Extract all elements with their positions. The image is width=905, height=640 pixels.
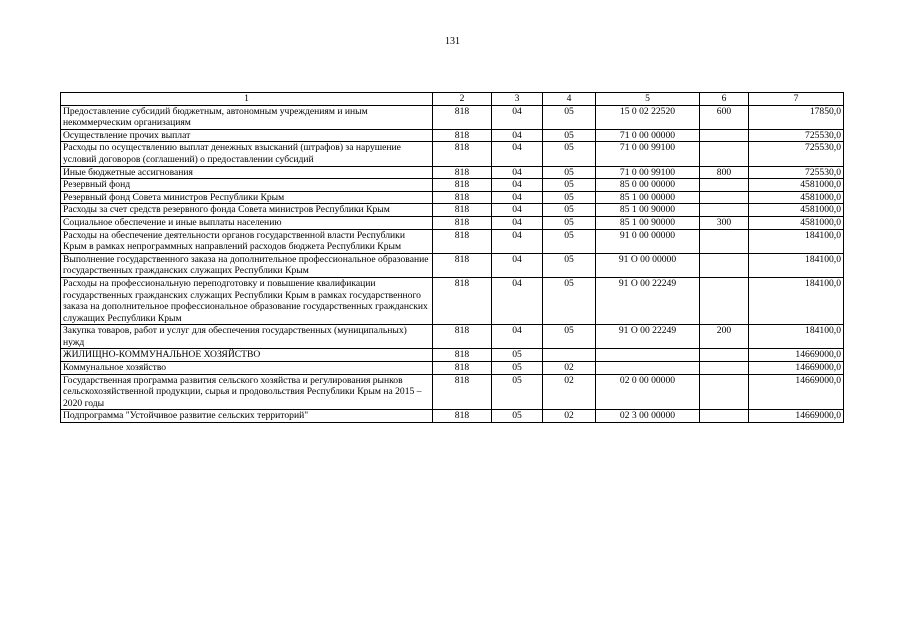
header-col-5: 5 xyxy=(596,93,700,106)
row-expense-type: 800 xyxy=(700,166,749,179)
row-target-article xyxy=(596,362,700,375)
row-amount: 725530,0 xyxy=(749,129,844,142)
row-ved-code: 818 xyxy=(433,216,492,229)
row-amount: 725530,0 xyxy=(749,166,844,179)
row-expense-type xyxy=(700,191,749,204)
row-expense-type: 600 xyxy=(700,105,749,129)
row-amount: 4581000,0 xyxy=(749,204,844,217)
row-expense-type xyxy=(700,410,749,423)
header-col-2: 2 xyxy=(433,93,492,106)
header-col-3: 3 xyxy=(492,93,543,106)
page-number: 131 xyxy=(445,36,460,47)
row-ved-code: 818 xyxy=(433,362,492,375)
row-target-article: 91 0 00 00000 xyxy=(596,229,700,253)
row-target-article: 71 0 00 00000 xyxy=(596,129,700,142)
row-target-article xyxy=(596,349,700,362)
row-subsection-code: 05 xyxy=(543,129,596,142)
table-row xyxy=(61,105,844,129)
row-target-article: 91 О 00 22249 xyxy=(596,325,700,349)
row-subsection-code: 05 xyxy=(543,216,596,229)
row-expense-type xyxy=(700,277,749,324)
row-subsection-code: 02 xyxy=(543,374,596,410)
row-name: Расходы на профессиональную переподготовку и повышение квалификации государственных гражданских служащих Республики Крым в рамках государственного заказа на дополнительное профессиональное образование государственных гражданских служащих Республики Крым xyxy=(61,277,433,324)
table-row xyxy=(61,129,844,142)
row-ved-code: 818 xyxy=(433,105,492,129)
header-col-4: 4 xyxy=(543,93,596,106)
table-row xyxy=(61,142,844,166)
row-expense-type xyxy=(700,142,749,166)
row-name: Расходы по осуществлению выплат денежных взысканий (штрафов) за нарушение условий договоров (соглашений) о предоставлении субсидий xyxy=(61,142,433,166)
row-subsection-code: 05 xyxy=(543,325,596,349)
row-ved-code: 818 xyxy=(433,253,492,277)
row-name: Резервный фонд xyxy=(61,179,433,192)
row-subsection-code: 05 xyxy=(543,191,596,204)
row-target-article: 85 1 00 90000 xyxy=(596,204,700,217)
table-row xyxy=(61,253,844,277)
row-amount: 725530,0 xyxy=(749,142,844,166)
row-name: Выполнение государственного заказа на дополнительное профессиональное образование государственных гражданских служащих Республики Крым xyxy=(61,253,433,277)
row-subsection-code: 05 xyxy=(543,179,596,192)
row-section-code: 05 xyxy=(492,410,543,423)
row-subsection-code: 02 xyxy=(543,410,596,423)
row-amount: 4581000,0 xyxy=(749,179,844,192)
row-name: Иные бюджетные ассигнования xyxy=(61,166,433,179)
row-target-article: 85 1 00 90000 xyxy=(596,216,700,229)
row-subsection-code: 05 xyxy=(543,166,596,179)
row-target-article: 91 О 00 00000 xyxy=(596,253,700,277)
row-target-article: 71 0 00 99100 xyxy=(596,142,700,166)
row-target-article: 02 3 00 00000 xyxy=(596,410,700,423)
row-section-code: 04 xyxy=(492,166,543,179)
row-target-article: 91 О 00 22249 xyxy=(596,277,700,324)
row-expense-type: 300 xyxy=(700,216,749,229)
table-row xyxy=(61,349,844,362)
row-name: Расходы на обеспечение деятельности органов государственной власти Республики Крым в рамках непрограммных направлений расходов бюджета Республики Крым xyxy=(61,229,433,253)
row-expense-type xyxy=(700,362,749,375)
row-ved-code: 818 xyxy=(433,191,492,204)
row-amount: 184100,0 xyxy=(749,229,844,253)
row-subsection-code: 05 xyxy=(543,277,596,324)
row-name: Государственная программа развития сельского хозяйства и регулирования рынков сельскохозяйственной продукции, сырья и продовольствия Республики Крым на 2015 – 2020 годы xyxy=(61,374,433,410)
row-section-code: 04 xyxy=(492,253,543,277)
row-amount: 14669000,0 xyxy=(749,374,844,410)
row-amount: 4581000,0 xyxy=(749,191,844,204)
row-target-article: 71 0 00 99100 xyxy=(596,166,700,179)
row-name: Коммунальное хозяйство xyxy=(61,362,433,375)
row-name: Подпрограмма "Устойчивое развитие сельских территорий" xyxy=(61,410,433,423)
row-name: ЖИЛИЩНО-КОММУНАЛЬНОЕ ХОЗЯЙСТВО xyxy=(61,349,433,362)
row-amount: 184100,0 xyxy=(749,253,844,277)
row-target-article: 85 0 00 00000 xyxy=(596,179,700,192)
row-section-code: 04 xyxy=(492,191,543,204)
row-section-code: 04 xyxy=(492,179,543,192)
row-ved-code: 818 xyxy=(433,166,492,179)
table-row xyxy=(61,216,844,229)
table-row xyxy=(61,166,844,179)
table-row xyxy=(61,229,844,253)
row-section-code: 04 xyxy=(492,229,543,253)
row-expense-type xyxy=(700,374,749,410)
row-name: Расходы за счет средств резервного фонда Совета министров Республики Крым xyxy=(61,204,433,217)
row-subsection-code: 05 xyxy=(543,204,596,217)
header-col-6: 6 xyxy=(700,93,749,106)
row-section-code: 04 xyxy=(492,129,543,142)
row-section-code: 04 xyxy=(492,142,543,166)
row-amount: 184100,0 xyxy=(749,325,844,349)
header-col-7: 7 xyxy=(749,93,844,106)
row-subsection-code: 05 xyxy=(543,105,596,129)
row-ved-code: 818 xyxy=(433,179,492,192)
row-name: Резервный фонд Совета министров Республики Крым xyxy=(61,191,433,204)
row-ved-code: 818 xyxy=(433,349,492,362)
row-amount: 14669000,0 xyxy=(749,362,844,375)
table-row xyxy=(61,325,844,349)
row-expense-type xyxy=(700,253,749,277)
row-ved-code: 818 xyxy=(433,229,492,253)
row-ved-code: 818 xyxy=(433,325,492,349)
table-row xyxy=(61,374,844,410)
row-ved-code: 818 xyxy=(433,410,492,423)
row-expense-type xyxy=(700,349,749,362)
row-section-code: 04 xyxy=(492,105,543,129)
row-section-code: 04 xyxy=(492,204,543,217)
row-ved-code: 818 xyxy=(433,277,492,324)
row-amount: 184100,0 xyxy=(749,277,844,324)
row-name: Социальное обеспечение и иные выплаты населению xyxy=(61,216,433,229)
row-target-article: 15 0 02 22520 xyxy=(596,105,700,129)
row-section-code: 04 xyxy=(492,325,543,349)
header-col-1: 1 xyxy=(61,93,433,106)
row-amount: 14669000,0 xyxy=(749,349,844,362)
row-ved-code: 818 xyxy=(433,142,492,166)
table-row xyxy=(61,277,844,324)
row-expense-type xyxy=(700,229,749,253)
row-subsection-code: 05 xyxy=(543,229,596,253)
row-subsection-code xyxy=(543,349,596,362)
row-target-article: 85 1 00 00000 xyxy=(596,191,700,204)
row-target-article: 02 0 00 00000 xyxy=(596,374,700,410)
row-ved-code: 818 xyxy=(433,129,492,142)
budget-table xyxy=(60,92,844,423)
row-subsection-code: 05 xyxy=(543,142,596,166)
row-ved-code: 818 xyxy=(433,204,492,217)
row-expense-type xyxy=(700,179,749,192)
table-row xyxy=(61,179,844,192)
row-amount: 14669000,0 xyxy=(749,410,844,423)
table-row xyxy=(61,204,844,217)
row-section-code: 05 xyxy=(492,362,543,375)
row-subsection-code: 05 xyxy=(543,253,596,277)
table-row xyxy=(61,191,844,204)
row-section-code: 05 xyxy=(492,374,543,410)
row-name: Предоставление субсидий бюджетным, автономным учреждениям и иным некоммерческим организациям xyxy=(61,105,433,129)
row-expense-type: 200 xyxy=(700,325,749,349)
row-section-code: 04 xyxy=(492,216,543,229)
row-expense-type xyxy=(700,204,749,217)
header-row xyxy=(61,93,844,106)
row-amount: 17850,0 xyxy=(749,105,844,129)
row-name: Закупка товаров, работ и услуг для обеспечения государственных (муниципальных) нужд xyxy=(61,325,433,349)
row-name: Осуществление прочих выплат xyxy=(61,129,433,142)
row-ved-code: 818 xyxy=(433,374,492,410)
row-section-code: 05 xyxy=(492,349,543,362)
row-amount: 4581000,0 xyxy=(749,216,844,229)
row-expense-type xyxy=(700,129,749,142)
table-row xyxy=(61,362,844,375)
row-subsection-code: 02 xyxy=(543,362,596,375)
table-row xyxy=(61,410,844,423)
row-section-code: 04 xyxy=(492,277,543,324)
